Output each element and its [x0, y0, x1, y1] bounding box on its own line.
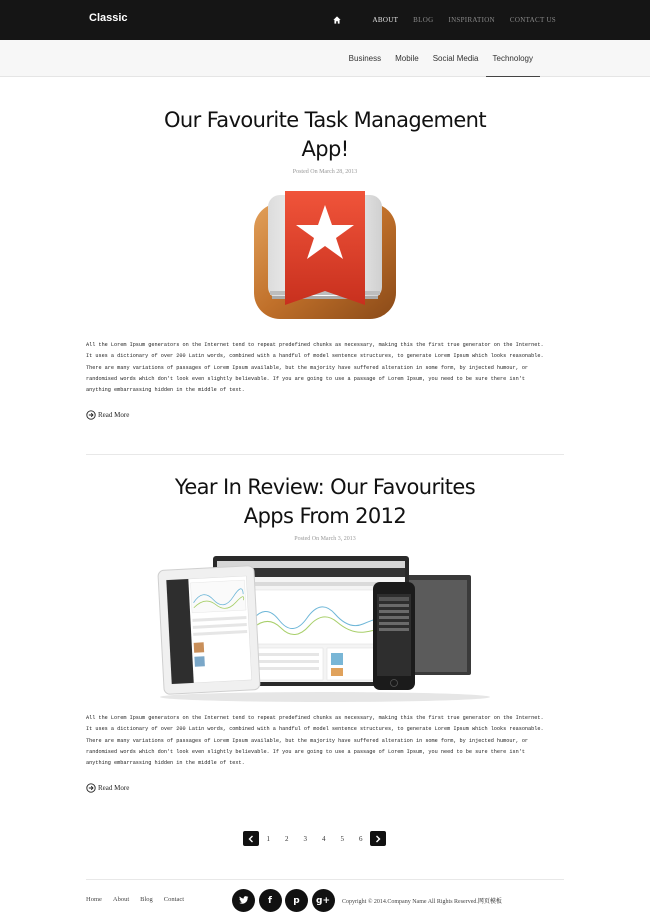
excerpt-line: It uses a dictionary of over 200 Latin words, combined with a handful of model sentence structures, to generate Lorem Ipsum which looks reasonable.: [86, 726, 544, 733]
excerpt-line: All the Lorem Ipsum generators on the Internet tend to repeat predefined chunks as necessary, making this the first true generator on the Internet.: [86, 342, 544, 348]
read-more-link[interactable]: [86, 783, 564, 793]
task-app-icon: [250, 189, 400, 323]
read-more-label: Read More: [98, 411, 130, 420]
excerpt-line: All the Lorem Ipsum generators on the Internet tend to repeat predefined chunks as necessary, making this the first true generator on the Internet.: [86, 715, 544, 721]
top-nav-blog[interactable]: BLOG: [413, 16, 434, 24]
category-mobile[interactable]: Mobile: [395, 54, 419, 63]
post-title-line: App!: [301, 137, 349, 161]
twitter-icon[interactable]: [232, 889, 255, 912]
arrow-circle-right-icon: [86, 410, 96, 420]
post-image[interactable]: [86, 189, 564, 323]
post-date: Posted On March 3, 2013: [294, 536, 356, 542]
post-excerpt: [86, 713, 564, 769]
category-nav: [342, 40, 540, 77]
template-link[interactable]: 网页模板: [477, 898, 502, 905]
footer-nav: [86, 896, 184, 903]
pinterest-icon[interactable]: p: [285, 889, 308, 912]
chevron-left-icon: [247, 835, 255, 843]
footer-divider: [86, 879, 564, 880]
excerpt-line: randomised words which don't look even slightly believable. If you are going to use a passage of Lorem Ipsum, you need to be sure there isn't: [86, 375, 525, 382]
page-link-4[interactable]: 4: [322, 834, 326, 843]
next-page-button[interactable]: [370, 831, 386, 846]
top-nav-about[interactable]: ABOUT: [372, 16, 399, 24]
category-technology[interactable]: Technology: [486, 40, 540, 77]
category-business[interactable]: Business: [348, 54, 382, 63]
top-nav: [330, 0, 556, 40]
prev-page-button[interactable]: [243, 831, 259, 846]
excerpt-line: randomised words which don't look even slightly believable. If you are going to use a passage of Lorem Ipsum, you need to be sure there isn't: [86, 748, 525, 755]
post-title[interactable]: [86, 106, 564, 164]
footer-link-about[interactable]: About: [112, 896, 130, 903]
footer-link-contact[interactable]: Contact: [163, 896, 185, 903]
page-link-6[interactable]: 6: [359, 834, 363, 843]
footer-link-home[interactable]: Home: [86, 896, 102, 903]
excerpt-line: There are many variations of passages of Lorem Ipsum available, but the majority have suffered alteration in some form, by injected humour, or: [86, 737, 529, 744]
footer-link-blog[interactable]: Blog: [140, 896, 153, 903]
post-image[interactable]: [86, 552, 564, 702]
top-nav-inspiration[interactable]: INSPIRATION: [448, 16, 495, 24]
top-nav-contact-us[interactable]: CONTACT US: [509, 16, 556, 24]
page-link-2[interactable]: 2: [285, 834, 289, 843]
excerpt-line: anything embarrassing hidden in the middle of text.: [86, 387, 245, 394]
page-link-1[interactable]: 1: [266, 834, 270, 843]
category-bar: [0, 40, 650, 77]
top-bar: [0, 0, 650, 40]
blog-post: [86, 473, 564, 793]
post-title-line: Year In Review: Our Favourites: [174, 475, 476, 499]
social-links: [232, 889, 335, 912]
excerpt-line: It uses a dictionary of over 200 Latin words, combined with a handful of model sentence structures, to generate Lorem Ipsum which looks reasonable.: [86, 353, 544, 360]
site-logo[interactable]: Classic: [89, 12, 128, 24]
page-link-3[interactable]: 3: [303, 834, 307, 843]
category-social-media[interactable]: Social Media: [432, 54, 479, 63]
chevron-right-icon: [374, 835, 382, 843]
copyright-text: Copyright © 2014.Company Name All Rights Reserved.: [342, 899, 478, 905]
post-title-line: Our Favourite Task Management: [164, 108, 486, 132]
arrow-circle-right-icon: [86, 783, 96, 793]
copyright: [342, 896, 502, 905]
excerpt-line: There are many variations of passages of Lorem Ipsum available, but the majority have suffered alteration in some form, by injected humour, or: [86, 364, 529, 371]
blog-post: [86, 106, 564, 420]
page-link-5[interactable]: 5: [340, 834, 344, 843]
google-plus-icon[interactable]: g+: [312, 889, 335, 912]
post-date: Posted On March 28, 2013: [292, 169, 358, 175]
read-more-label: Read More: [98, 784, 130, 793]
excerpt-line: anything embarrassing hidden in the middle of text.: [86, 760, 245, 767]
home-icon[interactable]: [330, 13, 344, 27]
devices-screenshot: [155, 552, 495, 702]
post-divider: [86, 454, 564, 455]
post-title[interactable]: [86, 473, 564, 531]
read-more-link[interactable]: [86, 410, 564, 420]
pagination: [243, 831, 386, 846]
post-title-line: Apps From 2012: [243, 504, 407, 528]
facebook-icon[interactable]: f: [259, 889, 282, 912]
post-excerpt: [86, 340, 564, 396]
